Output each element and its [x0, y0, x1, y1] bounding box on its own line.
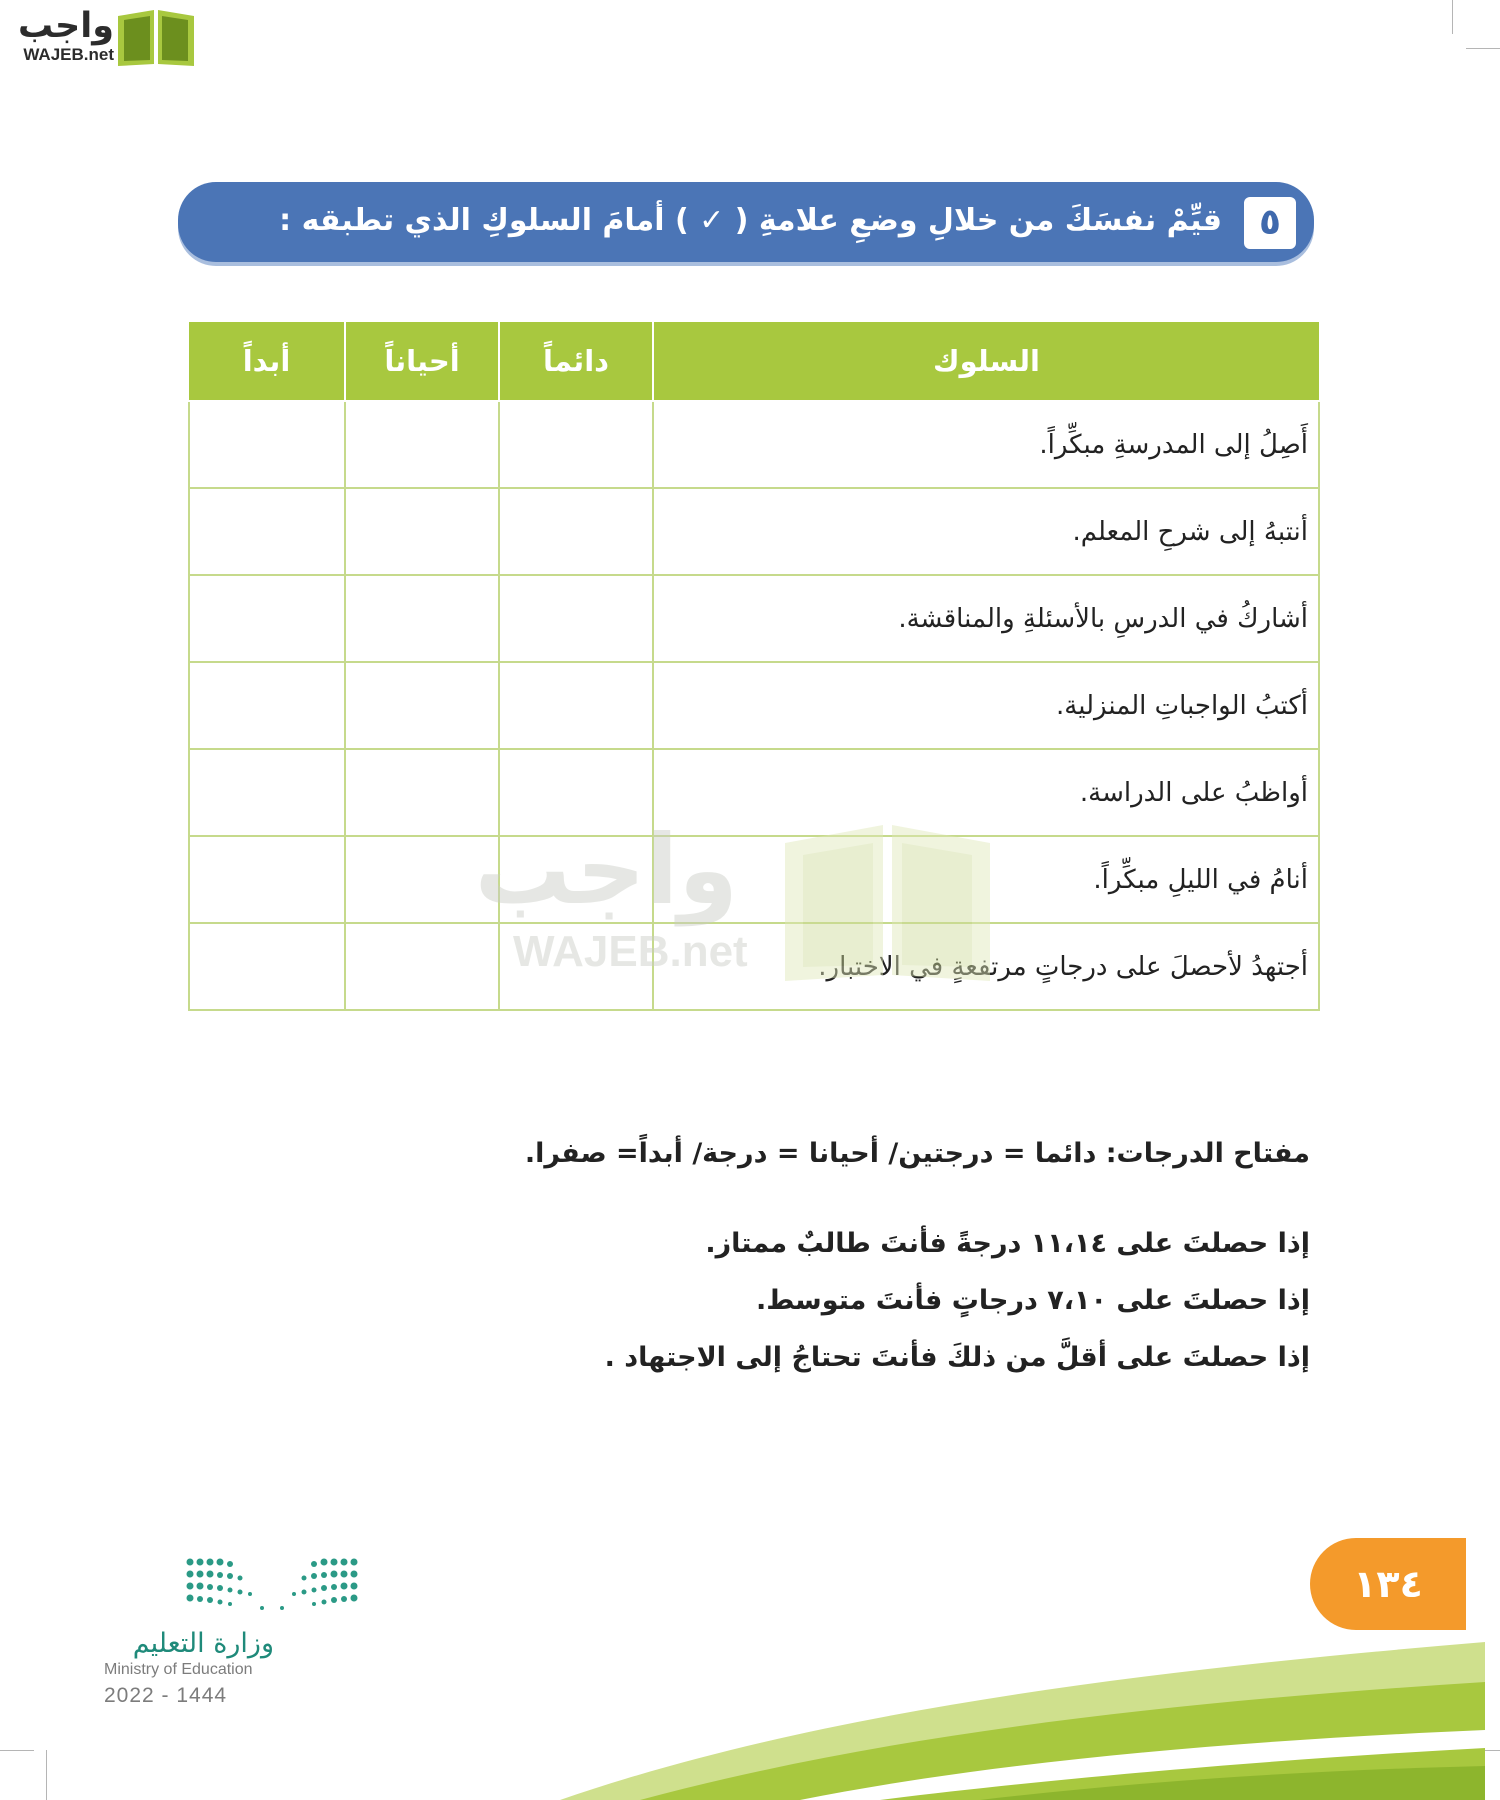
result-average: إذا حصلتَ على ٧،١٠ درجاتٍ فأنتَ متوسط. — [756, 1285, 1310, 1316]
watermark-english: WAJEB.net — [513, 927, 748, 976]
table-row — [189, 575, 1319, 662]
decorative-swoosh — [0, 1630, 1500, 1800]
ministry-year: 2022 - 1444 — [104, 1684, 228, 1707]
behavior-cell: أكتبُ الواجباتِ المنزلية. — [653, 662, 1319, 749]
table-row — [189, 401, 1319, 488]
question-banner — [178, 182, 1314, 262]
sometimes-cell[interactable] — [345, 488, 499, 575]
behavior-cell: أجتهدُ لأحصلَ على درجاتٍ مرتفعةٍ في الاختبار. — [653, 923, 1319, 1010]
always-cell[interactable] — [499, 575, 653, 662]
behavior-table — [188, 322, 1320, 1011]
always-cell[interactable] — [499, 836, 653, 923]
sometimes-cell[interactable] — [345, 836, 499, 923]
wajeb-logo[interactable] — [10, 6, 190, 66]
crop-mark — [1466, 48, 1500, 49]
header-behavior: السلوك — [653, 322, 1319, 401]
question-number: ٥ — [1244, 197, 1296, 249]
sometimes-cell[interactable] — [345, 575, 499, 662]
ministry-name-english: Ministry of Education — [104, 1661, 253, 1678]
table-row — [189, 749, 1319, 836]
table-row — [189, 662, 1319, 749]
never-cell[interactable] — [189, 575, 345, 662]
crop-mark — [1452, 0, 1453, 34]
sometimes-cell[interactable] — [345, 662, 499, 749]
logo-arabic: واجب — [17, 6, 114, 46]
table-row — [189, 836, 1319, 923]
table-header-row — [189, 322, 1319, 401]
header-always: دائماً — [499, 322, 653, 401]
logo-text — [10, 6, 114, 64]
sometimes-cell[interactable] — [345, 749, 499, 836]
never-cell[interactable] — [189, 836, 345, 923]
always-cell[interactable] — [499, 662, 653, 749]
sometimes-cell[interactable] — [345, 401, 499, 488]
ministry-logo-icon — [186, 1556, 358, 1612]
question-instruction: قيِّمْ نفسَكَ من خلالِ وضعِ علامةِ ( ✓ ) أمامَ السلوكِ الذي تطبقه : — [279, 203, 1222, 238]
always-cell[interactable] — [499, 923, 653, 1010]
never-cell[interactable] — [189, 662, 345, 749]
header-never: أبداً — [189, 322, 345, 401]
page-number: ١٣٤ — [1310, 1538, 1466, 1630]
sometimes-cell[interactable] — [345, 923, 499, 1010]
behavior-cell: أشاركُ في الدرسِ بالأسئلةِ والمناقشة. — [653, 575, 1319, 662]
always-cell[interactable] — [499, 749, 653, 836]
book-icon — [114, 6, 198, 68]
never-cell[interactable] — [189, 488, 345, 575]
logo-english: WAJEB.net — [23, 45, 114, 64]
result-excellent: إذا حصلتَ على ١١،١٤ درجةً فأنتَ طالبٌ ممتاز. — [705, 1228, 1310, 1259]
table-row — [189, 923, 1319, 1010]
result-needs-effort: إذا حصلتَ على أقلَّ من ذلكَ فأنتَ تحتاجُ إلى الاجتهاد . — [604, 1342, 1310, 1373]
behavior-cell: أَصِلُ إلى المدرسةِ مبكِّراً. — [653, 401, 1319, 488]
never-cell[interactable] — [189, 401, 345, 488]
watermark-arabic: واجب — [474, 814, 738, 926]
behavior-cell: أنامُ في الليلِ مبكِّراً. — [653, 836, 1319, 923]
behavior-cell: أنتبهُ إلى شرحِ المعلم. — [653, 488, 1319, 575]
score-key: مفتاح الدرجات: دائما = درجتين/ أحيانا = درجة/ أبداً= صفرا. — [524, 1138, 1310, 1169]
ministry-name-arabic: وزارة التعليم — [132, 1628, 274, 1659]
table-row — [189, 488, 1319, 575]
never-cell[interactable] — [189, 749, 345, 836]
behavior-cell: أواظبُ على الدراسة. — [653, 749, 1319, 836]
always-cell[interactable] — [499, 401, 653, 488]
never-cell[interactable] — [189, 923, 345, 1010]
header-sometimes: أحياناً — [345, 322, 499, 401]
always-cell[interactable] — [499, 488, 653, 575]
